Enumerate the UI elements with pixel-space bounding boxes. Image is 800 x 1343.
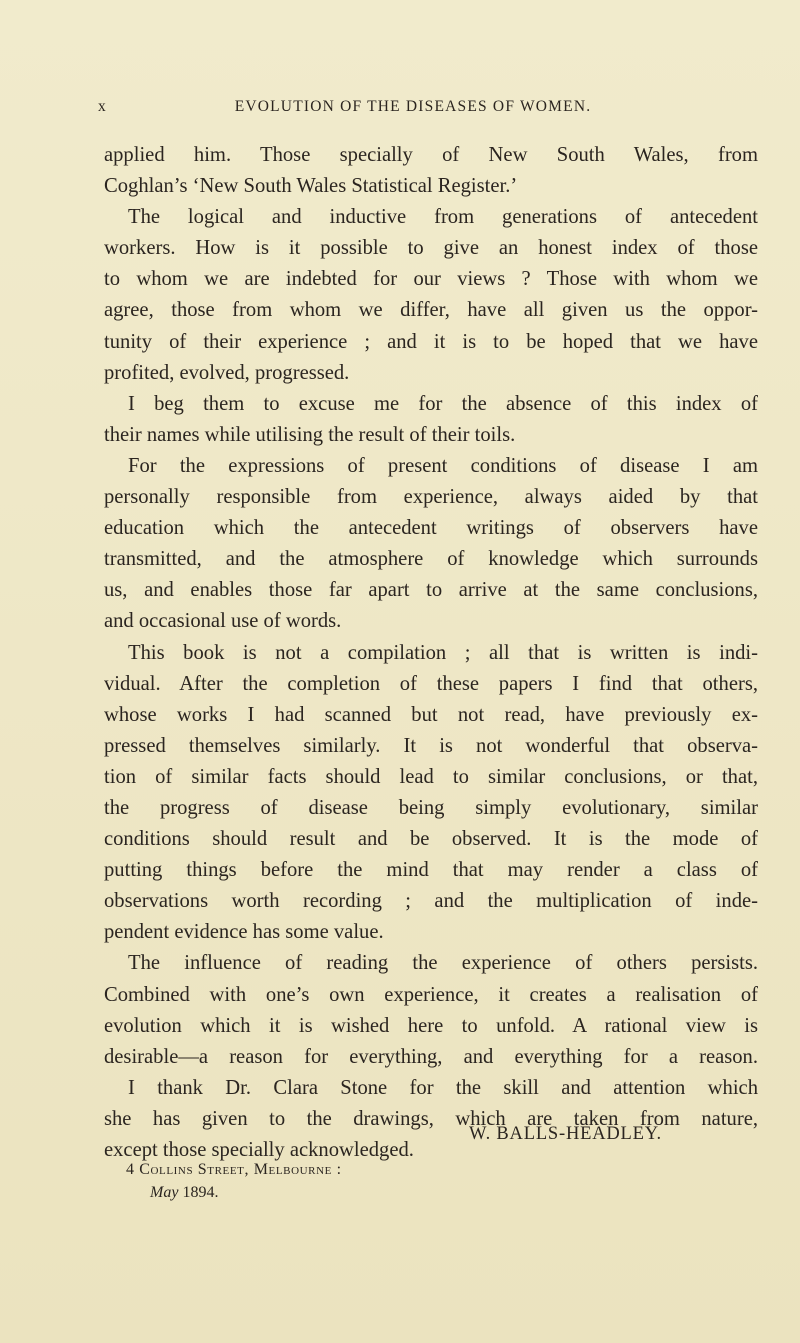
text-line: whose works I had scanned but not read, have previously ex- — [104, 703, 758, 726]
text-line: The influence of reading the experience of others persists. — [128, 952, 758, 975]
text-line: For the expressions of present conditions of disease I am — [128, 454, 758, 477]
text-line: putting things before the mind that may render a class of — [104, 859, 758, 882]
text-line: Coghlan’s ‘New South Wales Statistical Register.’ — [104, 175, 518, 198]
author-signature: W. BALLS-HEADLEY. — [469, 1124, 662, 1144]
date-month: May — [150, 1184, 179, 1201]
text-line: to whom we are indebted for our views ? Those with whom we — [104, 268, 758, 291]
text-line: desirable—a reason for everything, and everything for a reason. — [104, 1045, 758, 1068]
text-line: I beg them to excuse me for the absence of this index of — [128, 392, 758, 415]
text-line: conditions should result and be observed. It is the mode of — [104, 828, 758, 851]
text-line: she has given to the drawings, which are taken from nature, — [104, 1107, 758, 1130]
text-line: us, and enables those far apart to arrive at the same conclusions, — [104, 579, 758, 602]
text-line: pressed themselves similarly. It is not wonderful that observa- — [104, 734, 758, 757]
running-title: EVOLUTION OF THE DISEASES OF WOMEN. — [234, 98, 592, 115]
author-address: 4 Collins Street, Melbourne : — [126, 1161, 342, 1178]
text-line: This book is not a compilation ; all that is written is indi- — [128, 641, 758, 664]
preface-text — [104, 140, 758, 1166]
text-line: except those specially acknowledged. — [104, 1139, 414, 1161]
text-line: The logical and inductive from generations of antecedent — [128, 206, 758, 229]
text-line: agree, those from whom we differ, have all given us the oppor- — [104, 299, 758, 322]
text-line: Combined with one’s own experience, it creates a realisation of — [104, 983, 758, 1006]
text-line: their names while utilising the result of their toils. — [104, 423, 516, 446]
text-line: I thank Dr. Clara Stone for the skill and attention which — [128, 1076, 758, 1099]
text-line: education which the antecedent writings of observers have — [104, 517, 758, 540]
text-line: the progress of disease being simply evolutionary, similar — [104, 796, 758, 819]
text-line: tion of similar facts should lead to similar conclusions, or that, — [104, 765, 758, 788]
text-line: transmitted, and the atmosphere of knowledge which surrounds — [104, 548, 758, 571]
text-line: personally responsible from experience, always aided by that — [104, 486, 758, 509]
text-line: workers. How is it possible to give an honest index of those — [104, 237, 758, 260]
date-year: 1894. — [182, 1184, 219, 1201]
preface-date — [150, 1184, 218, 1202]
text-line: tunity of their experience ; and it is to be hoped that we have — [104, 330, 758, 353]
text-line: and occasional use of words. — [104, 610, 342, 633]
text-line: profited, evolved, progressed. — [104, 361, 350, 384]
page-number: x — [98, 98, 107, 115]
text-line: pendent evidence has some value. — [104, 921, 384, 944]
text-line: applied him. Those specially of New South Wales, from — [104, 144, 758, 166]
text-line: vidual. After the completion of these papers I find that others, — [104, 672, 758, 695]
running-head — [98, 98, 728, 122]
text-line: observations worth recording ; and the multiplication of inde- — [104, 890, 758, 913]
text-line: evolution which it is wished here to unfold. A rational view is — [104, 1014, 758, 1037]
